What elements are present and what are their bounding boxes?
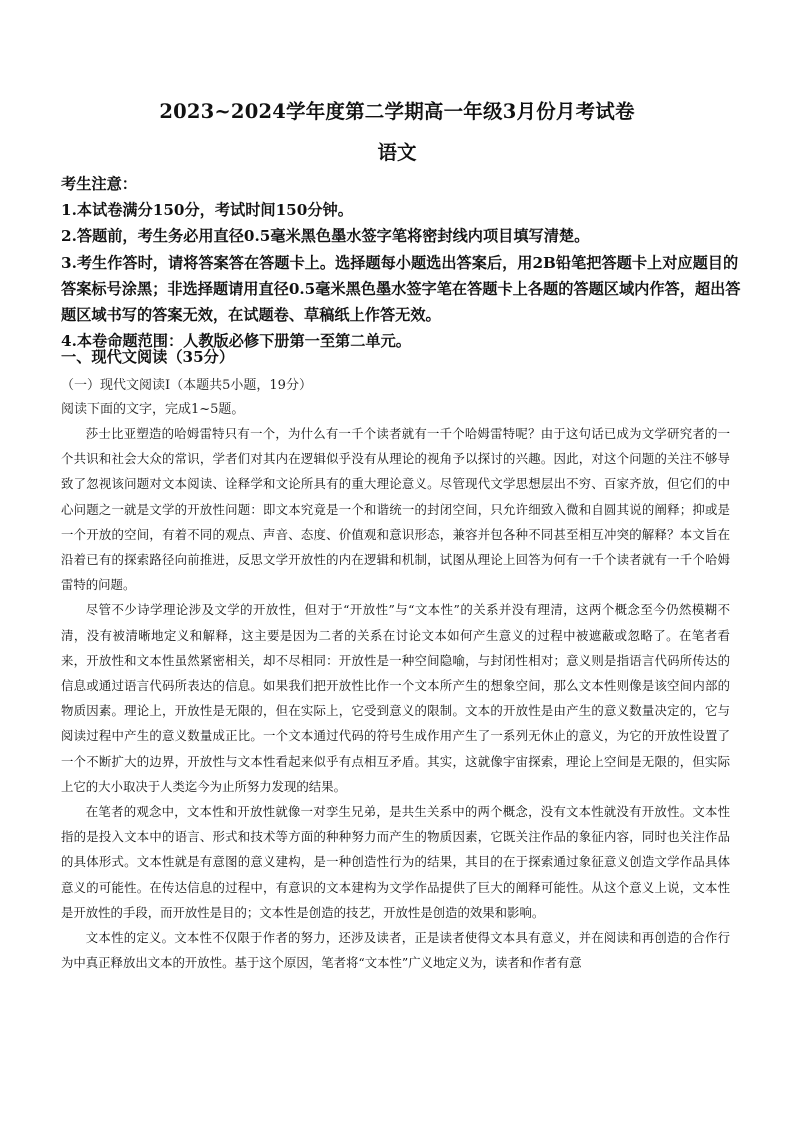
notice-item: 4.本卷命题范围：人教版必修下册第一至第二单元。 [61,332,411,351]
passage-paragraph: 文本性的定义。文本性不仅限于作者的努力，还涉及读者，正是读者使得文本具有意义，并在阅读和再创造的合作行为中真正释放出文本的开放性。基于这个原因，笔者将“文本性”广义地定义为，读者和作者有意 [61,930,730,971]
passage-paragraph: 莎士比亚塑造的哈姆雷特只有一个，为什么有一千个读者就有一千个哈姆雷特呢？由于这句话已成为文学研究者的一个共识和社会大众的常识，学者们对其内在逻辑似乎没有从理论的视角予以探讨的兴趣。因此，对这个问题的关注不够导致了忽视该问题对文本阅读、诠释学和文论所具有的重大理论意义。尽管现代文学思想层出不穷、百家齐放，但它们的中心问题之一就是文学的开放性问题：即文本究竟是一个和谐统一的封闭空间，只允许细致入微和自圆其说的阐释；抑或是一个开放的空间，有着不同的观点、声音、态度、价值观和意识形态，兼容并包各种不同甚至相互冲突的解释？本文旨在沿着已有的探索路径向前推进，反思文学开放性的内在逻辑和机制，试图从理论上回答为何有一千个读者就有一千个哈姆雷特的问题。 [61,426,730,593]
exam-notice [61,171,751,354]
exam-subject: 语文 [377,141,417,164]
subsection-title: （一）现代文阅读Ⅰ（本题共5小题，19分） [61,378,312,393]
section-title: 一、现代文阅读（35分） [61,348,235,366]
passage-paragraph: 尽管不少诗学理论涉及文学的开放性，但对于“开放性”与“文本性”的关系并没有理清，这两个概念至今仍然模糊不清，没有被清晰地定义和解释，这主要是因为二者的关系在讨论文本如何产生意义的过程中被遮蔽或忽略了。在笔者看来，开放性和文本性虽然紧密相关，却不尽相同：开放性是一种空间隐喻，与封闭性相对；意义则是指语言代码所传达的信息或通过语言代码所表达的信息。如果我们把开放性比作一个文本所产生的想象空间，那么文本性则像是该空间内部的物质因素。理论上，开放性是无限的，但在实际上，它受到意义的限制。文本的开放性是由产生的意义数量决定的，它与阅读过程中产生的意义数量成正比。一个文本通过代码的符号生成作用产生了一系列无休止的意义，为它的开放性设置了一个不断扩大的边界，开放性与文本性看起来似乎有点相互矛盾。其实，这就像宇宙探索，理论上空间是无限的，但实际上它的大小取决于人类迄今为止所努力发现的结果。 [61,602,730,794]
exam-title: 2023~2024学年度第二学期高一年级3月份月考试卷 [159,100,635,123]
reading-passage [61,421,730,975]
notice-item: 2.答题前，考生务必用直径0.5毫米黑色墨水签字笔将密封线内项目填写清楚。 [61,227,590,246]
reading-instruction: 阅读下面的文字，完成1~5题。 [61,402,245,417]
notice-item: 1.本试卷满分150分，考试时间150分钟。 [61,201,353,220]
notice-item: 3.考生作答时，请将答案答在答题卡上。选择题每小题选出答案后，用2B铅笔把答题卡上对应题目的答案标号涂黑；非选择题请用直径0.5毫米黑色墨水签字笔在答题卡上各题的答题区域内作答，超出答题区域书写的答案无效，在试题卷、草稿纸上作答无效。 [61,253,741,325]
notice-heading: 考生注意： [61,175,137,193]
passage-paragraph: 在笔者的观念中，文本性和开放性就像一对孪生兄弟，是共生关系中的两个概念，没有文本性就没有开放性。文本性指的是投入文本中的语言、形式和技术等方面的种种努力而产生的物质因素，它既关注作品的象征内容，同时也关注作品的具体形式。文本性就是有意图的意义建构，是一种创造性行为的结果，其目的在于探索通过象征意义创造文学作品具体意义的可能性。在传达信息的过程中，有意识的文本建构为文学作品提供了巨大的阐释可能性。从这个意义上说，文本性是开放性的手段，而开放性是目的；文本性是创造的技艺，开放性是创造的效果和影响。 [61,804,730,920]
